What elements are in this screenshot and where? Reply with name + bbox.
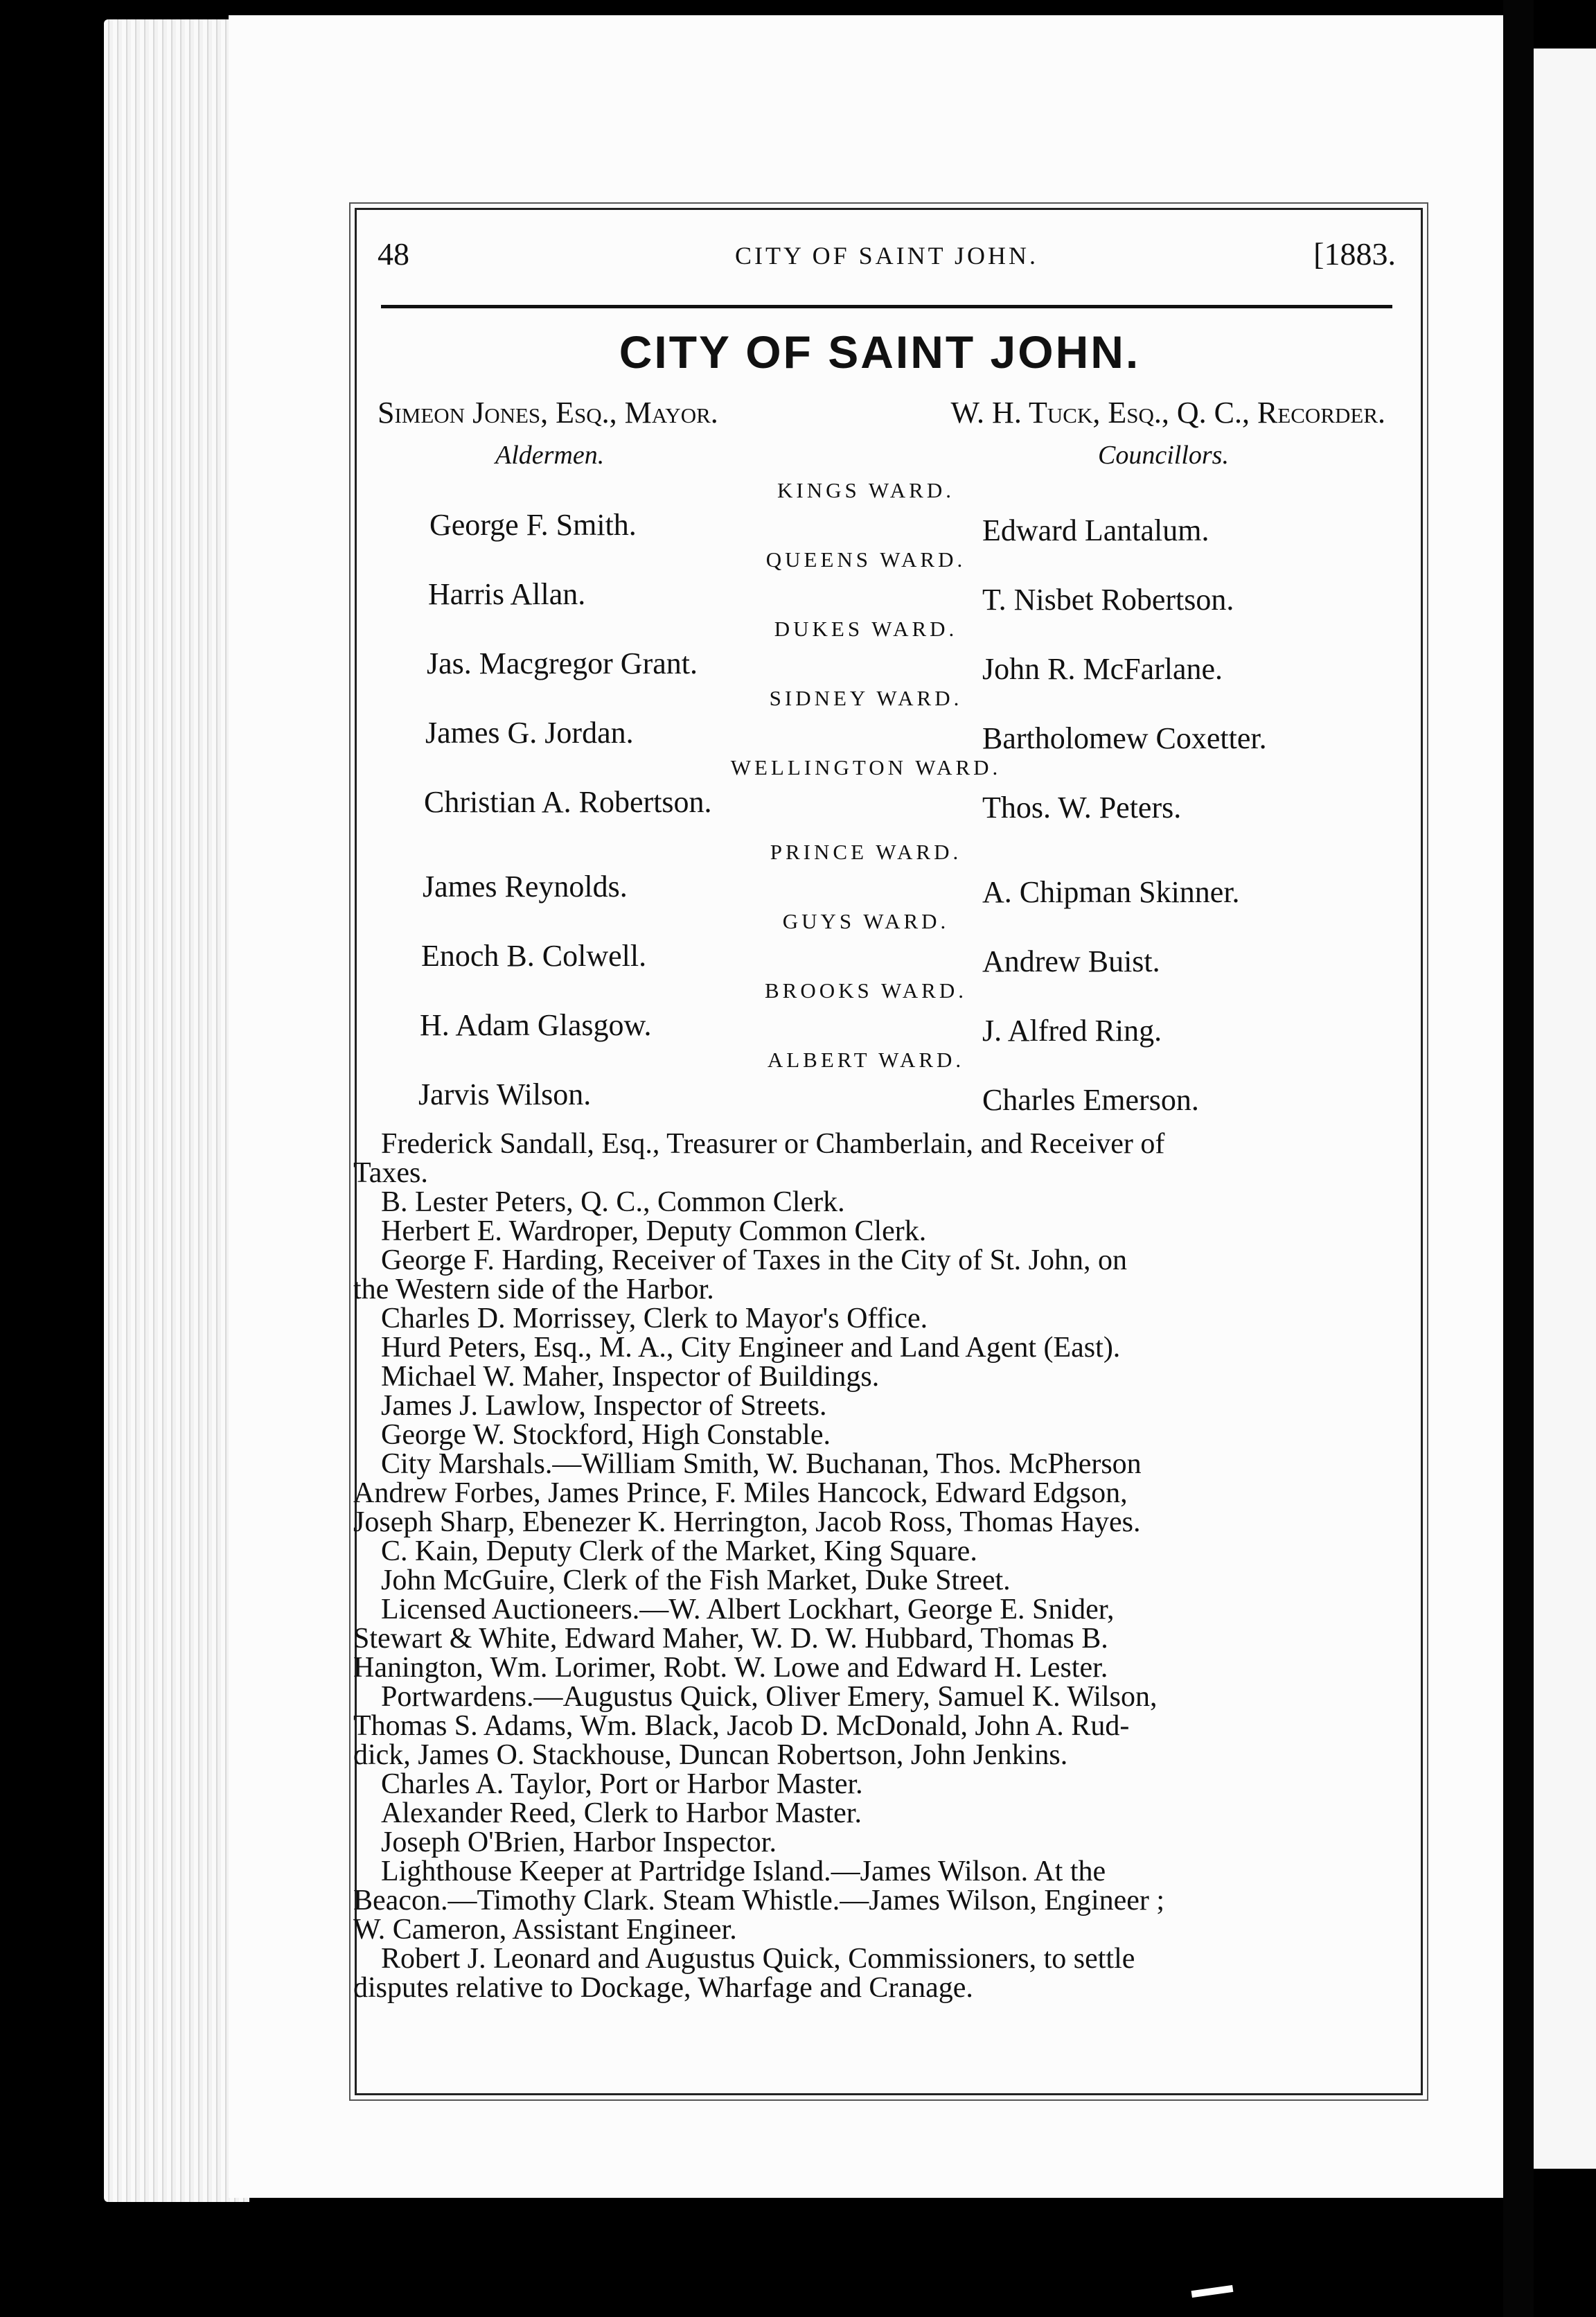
official-entry-line: Charles A. Taylor, Port or Harbor Master. [381,1768,863,1800]
councillor-name: Andrew Buist. [982,944,1160,978]
councillor-name: T. Nisbet Robertson. [982,583,1234,617]
official-entry [353,1770,1372,1799]
ward-heading: DUKES WARD. [774,617,958,641]
official-entry-continuation: Taxes. [353,1157,428,1189]
official-entry-continuation: Hanington, Wm. Lorimer, Robt. W. Lowe and Edward H. Lester. [353,1652,1108,1684]
alderman-name: James Reynolds. [423,870,628,904]
councillor-name: J. Alfred Ring. [982,1014,1162,1048]
alderman-name: James G. Jordan. [425,716,634,750]
official-entry-line: Hurd Peters, Esq., M. A., City Engineer and Land Agent (East). [381,1332,1121,1364]
councillor-name: John R. McFarlane. [982,652,1223,686]
book-gutter [1503,0,1534,2317]
alderman-name: Christian A. Robertson. [424,785,712,819]
ward-heading: PRINCE WARD. [770,840,962,864]
running-head: CITY OF SAINT JOHN. [734,242,1039,270]
recorder-line: W. H. Tuck, Esq., Q. C., Recorder. [950,396,1385,430]
official-entry-line: Charles D. Morrissey, Clerk to Mayor's Office. [381,1303,928,1334]
ward-heading: KINGS WARD. [777,478,955,502]
official-entry-line: Portwardens.—Augustus Quick, Oliver Emery, Samuel K. Wilson, [381,1681,1158,1713]
ward-heading: SIDNEY WARD. [769,686,963,710]
alderman-name: H. Adam Glasgow. [420,1008,652,1042]
ward-heading: WELLINGTON WARD. [730,755,1002,779]
official-entry-line: C. Kain, Deputy Clerk of the Market, King Square. [381,1535,977,1567]
alderman-name: Harris Allan. [428,577,586,611]
scan-speck [1191,2285,1234,2298]
official-entry-continuation: Beacon.—Timothy Clark. Steam Whistle.—James Wilson, Engineer ; [353,1885,1165,1917]
alderman-name: George F. Smith. [429,508,637,542]
official-entry [353,1420,1372,1450]
councillor-name: Edward Lantalum. [982,513,1209,547]
councillors-heading: Councillors. [1098,441,1229,470]
alderman-name: Jarvis Wilson. [418,1077,592,1111]
alderman-name: Enoch B. Colwell. [421,939,647,973]
official-entry-line: George W. Stockford, High Constable. [381,1419,831,1451]
ward-heading: ALBERT WARD. [767,1048,965,1072]
official-entry [353,1682,1372,1770]
official-entry [353,1246,1372,1304]
year-marker: [1883. [1313,236,1396,272]
councillor-name: Charles Emerson. [982,1083,1199,1117]
official-entry-line: John McGuire, Clerk of the Fish Market, Duke Street. [381,1565,1011,1596]
official-entry-continuation: dick, James O. Stackhouse, Duncan Robertson, John Jenkins. [353,1739,1068,1771]
book-page-edges [104,19,249,2202]
facing-page-edge [1534,49,1596,2169]
councillor-name: Thos. W. Peters. [982,791,1182,825]
ward-heading: QUEENS WARD. [765,547,966,572]
councillor-name: Bartholomew Coxetter. [982,721,1267,755]
mayor-line: Simeon Jones, Esq., Mayor. [378,396,718,430]
official-entry-line: Frederick Sandall, Esq., Treasurer or Chamberlain, and Receiver of [381,1128,1165,1160]
councillor-name: A. Chipman Skinner. [982,875,1240,909]
official-entry [353,1304,1372,1333]
header-rule [381,305,1392,308]
official-entry-line: Lighthouse Keeper at Partridge Island.—James Wilson. At the [381,1856,1106,1887]
official-entry [353,1537,1372,1566]
official-entry [353,1129,1372,1188]
official-entry-line: City Marshals.—William Smith, W. Buchanan, Thos. McPherson [381,1448,1142,1480]
official-entry [353,1595,1372,1682]
ward-heading: BROOKS WARD. [765,978,967,1003]
official-entry-line: B. Lester Peters, Q. C., Common Clerk. [381,1186,845,1218]
official-entry-line: Robert J. Leonard and Augustus Quick, Commissioners, to settle [381,1943,1135,1975]
official-entry [353,1362,1372,1391]
official-entry-continuation: disputes relative to Dockage, Wharfage and Cranage. [353,1972,973,2004]
official-entry-line: Michael W. Maher, Inspector of Buildings. [381,1361,880,1393]
official-entry-continuation: Andrew Forbes, James Prince, F. Miles Hancock, Edward Edgson, [353,1477,1128,1509]
official-entry-line: George F. Harding, Receiver of Taxes in the City of St. John, on [381,1244,1127,1276]
ward-heading: GUYS WARD. [782,909,950,933]
official-entry-continuation: Stewart & White, Edward Maher, W. D. W. Hubbard, Thomas B. [353,1623,1108,1655]
official-entry-line: Joseph O'Brien, Harbor Inspector. [381,1826,777,1858]
official-entry [353,1391,1372,1420]
official-entry [353,1828,1372,1857]
alderman-name: Jas. Macgregor Grant. [427,646,698,680]
official-entry-line: Alexander Reed, Clerk to Harbor Master. [381,1797,862,1829]
official-entry [353,1333,1372,1362]
official-entry-line: Herbert E. Wardroper, Deputy Common Clerk. [381,1215,927,1247]
aldermen-heading: Aldermen. [495,441,605,470]
official-entry-continuation: Thomas S. Adams, Wm. Black, Jacob D. McDonald, John A. Rud- [353,1710,1130,1742]
official-entry [353,1188,1372,1217]
official-entry [353,1799,1372,1828]
official-entry [353,1944,1372,2002]
official-entry-line: Licensed Auctioneers.—W. Albert Lockhart, George E. Snider, [381,1594,1115,1626]
official-entry [353,1857,1372,1944]
official-entry [353,1450,1372,1537]
official-entry [353,1217,1372,1246]
official-entry [353,1566,1372,1595]
official-entry-continuation: W. Cameron, Assistant Engineer. [353,1914,737,1946]
page-title: CITY OF SAINT JOHN. [619,326,1141,378]
page-number: 48 [378,236,409,272]
official-entry-continuation: Joseph Sharp, Ebenezer K. Herrington, Jacob Ross, Thomas Hayes. [353,1506,1141,1538]
official-entry-continuation: the Western side of the Harbor. [353,1274,714,1305]
running-header [378,236,1396,277]
official-entry-line: James J. Lawlow, Inspector of Streets. [381,1390,827,1422]
